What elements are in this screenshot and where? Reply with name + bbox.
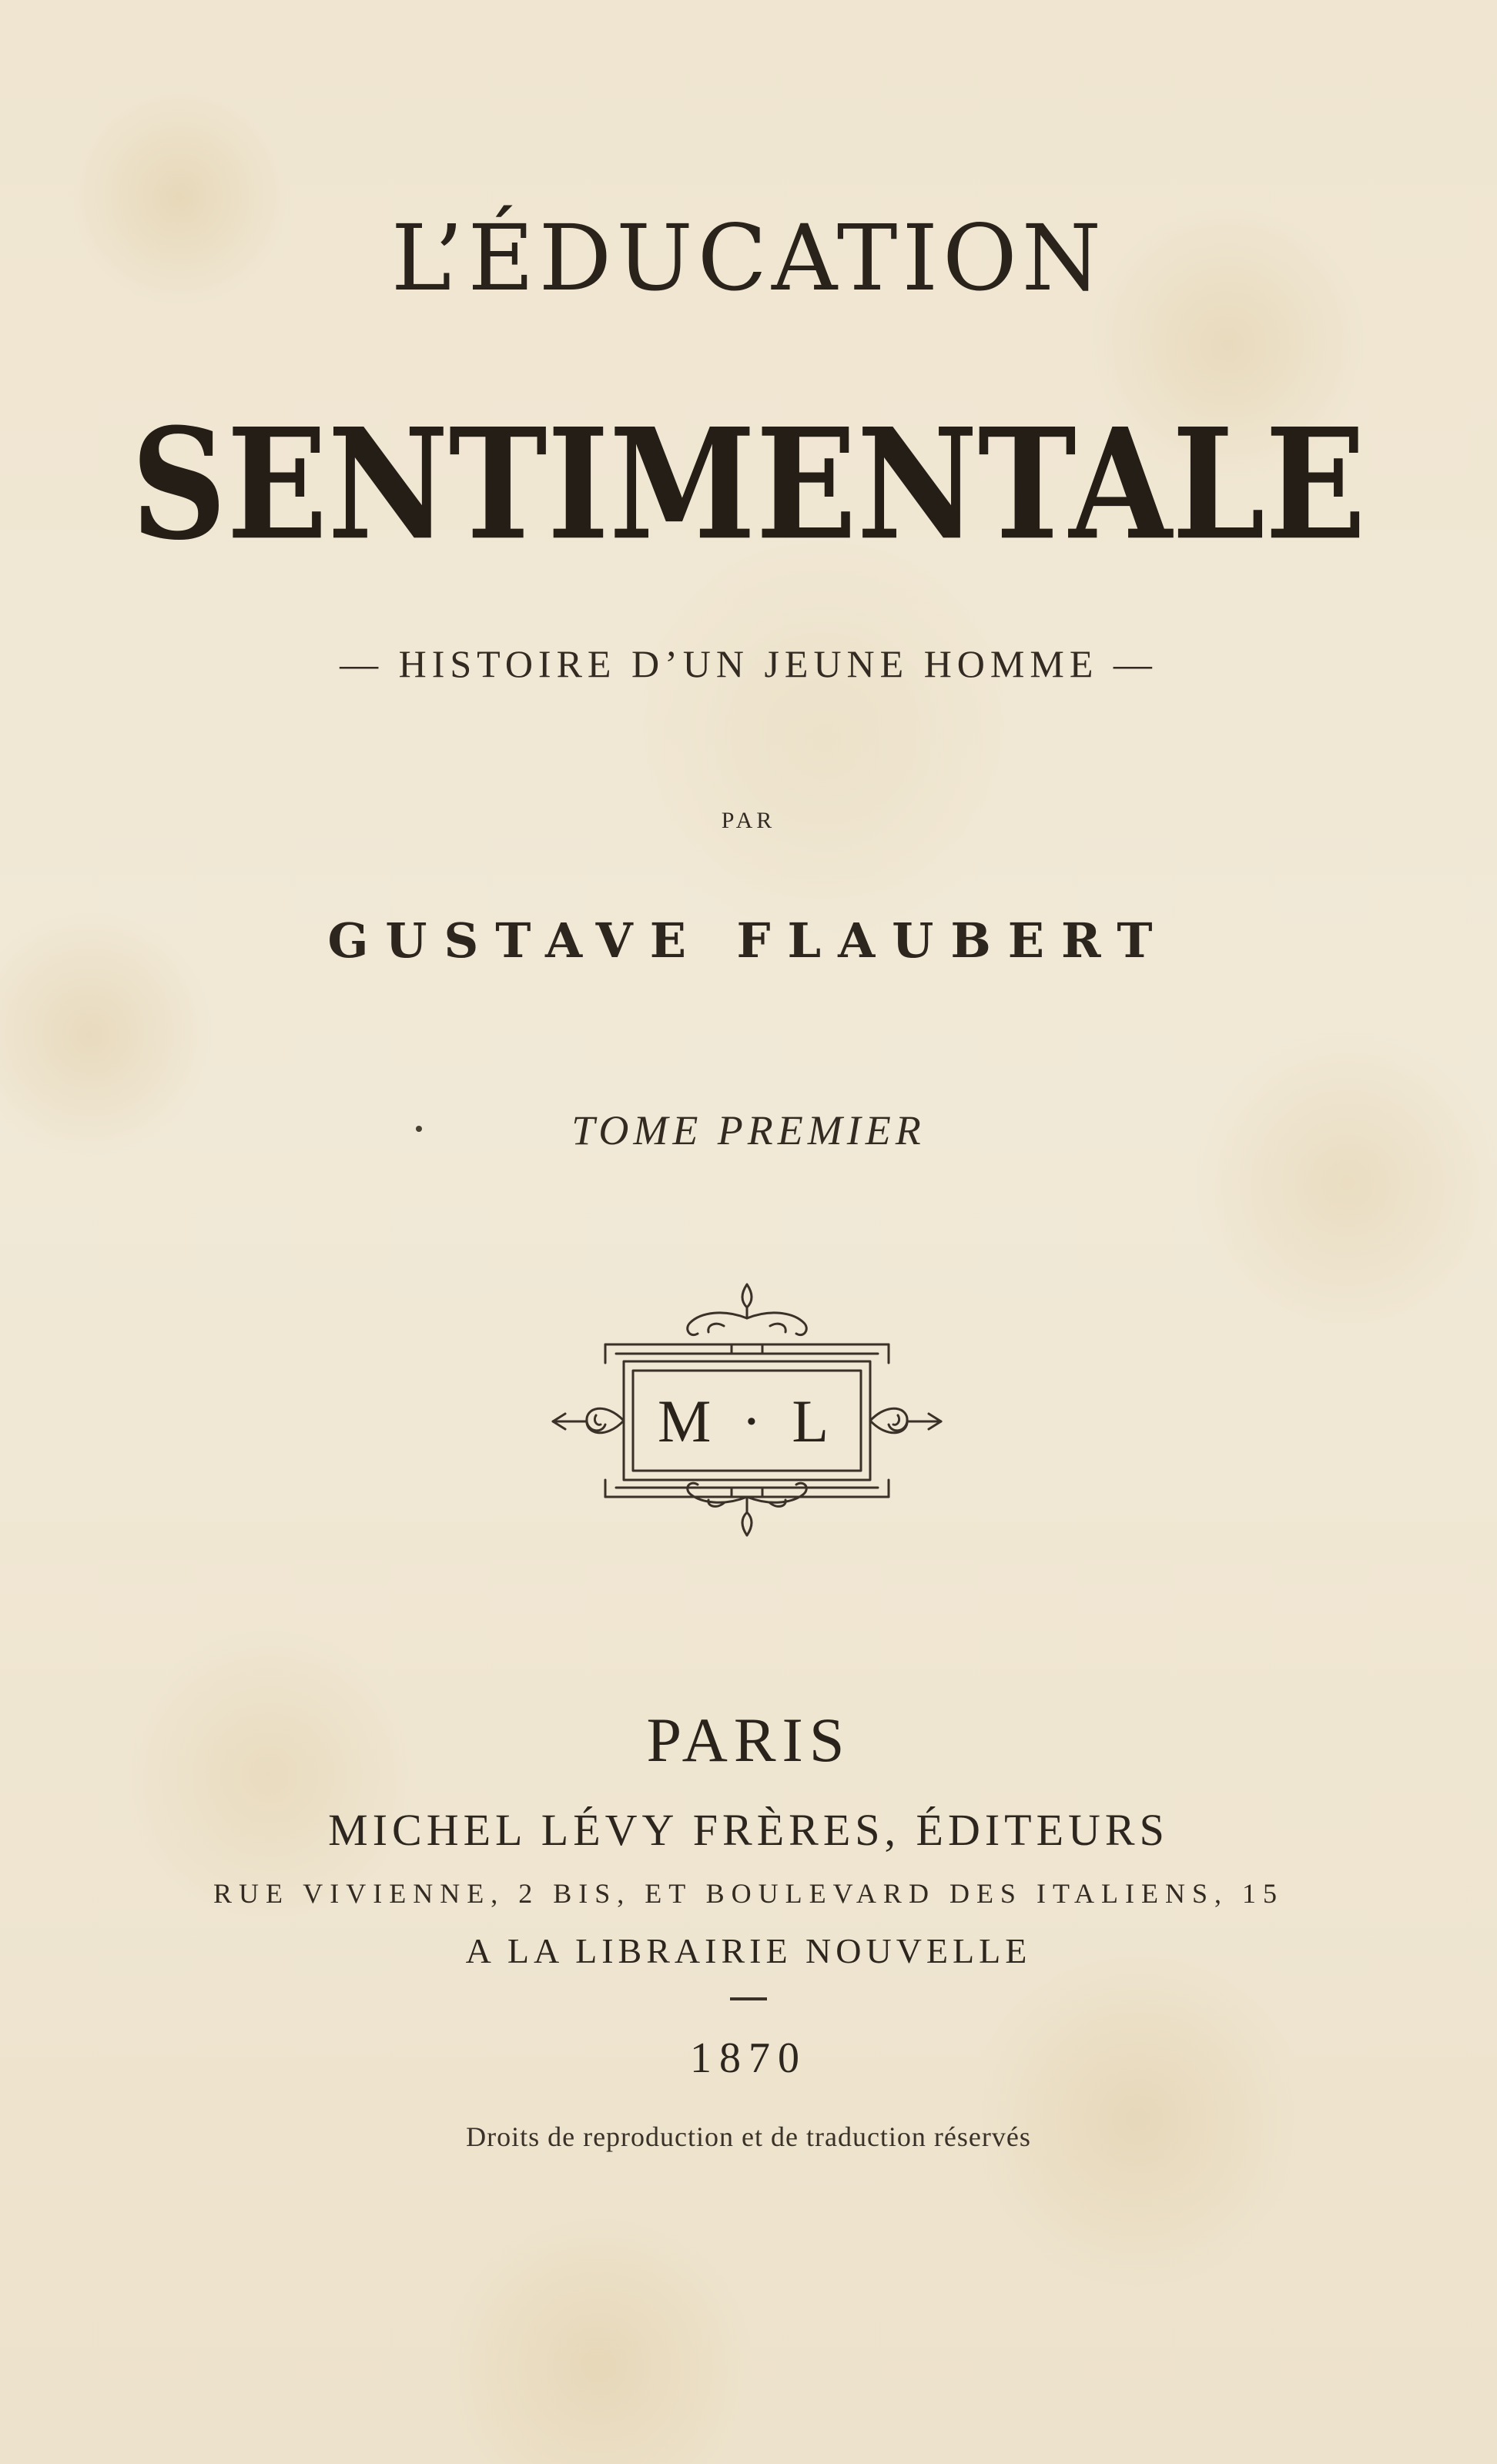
imprint-bookshop: A LA LIBRAIRIE NOUVELLE: [465, 1931, 1032, 1970]
imprint-year: 1870: [690, 2034, 807, 2082]
volume-label: TOME PREMIER: [571, 1107, 926, 1153]
imprint-publisher: MICHEL LÉVY FRÈRES, ÉDITEURS: [328, 1805, 1169, 1855]
imprint-address: RUE VIVIENNE, 2 BIS, ET BOULEVARD DES ITALIENS, 15: [213, 1878, 1284, 1909]
author-name: GUSTAVE FLAUBERT: [327, 912, 1170, 969]
imprint-place: PARIS: [646, 1705, 851, 1775]
subtitle: — HISTOIRE D’UN JEUNE HOMME —: [340, 642, 1157, 685]
emblem-monogram: M · L: [658, 1388, 836, 1455]
title-line-2: SENTIMENTALE: [131, 393, 1366, 574]
byline: PAR: [721, 808, 776, 833]
title-line-1: L’ÉDUCATION: [390, 205, 1107, 311]
rights-notice: Droits de reproduction et de traduction réservés: [466, 2121, 1031, 2152]
publisher-emblem: [531, 1278, 963, 1555]
divider-rule: [730, 1997, 767, 2000]
